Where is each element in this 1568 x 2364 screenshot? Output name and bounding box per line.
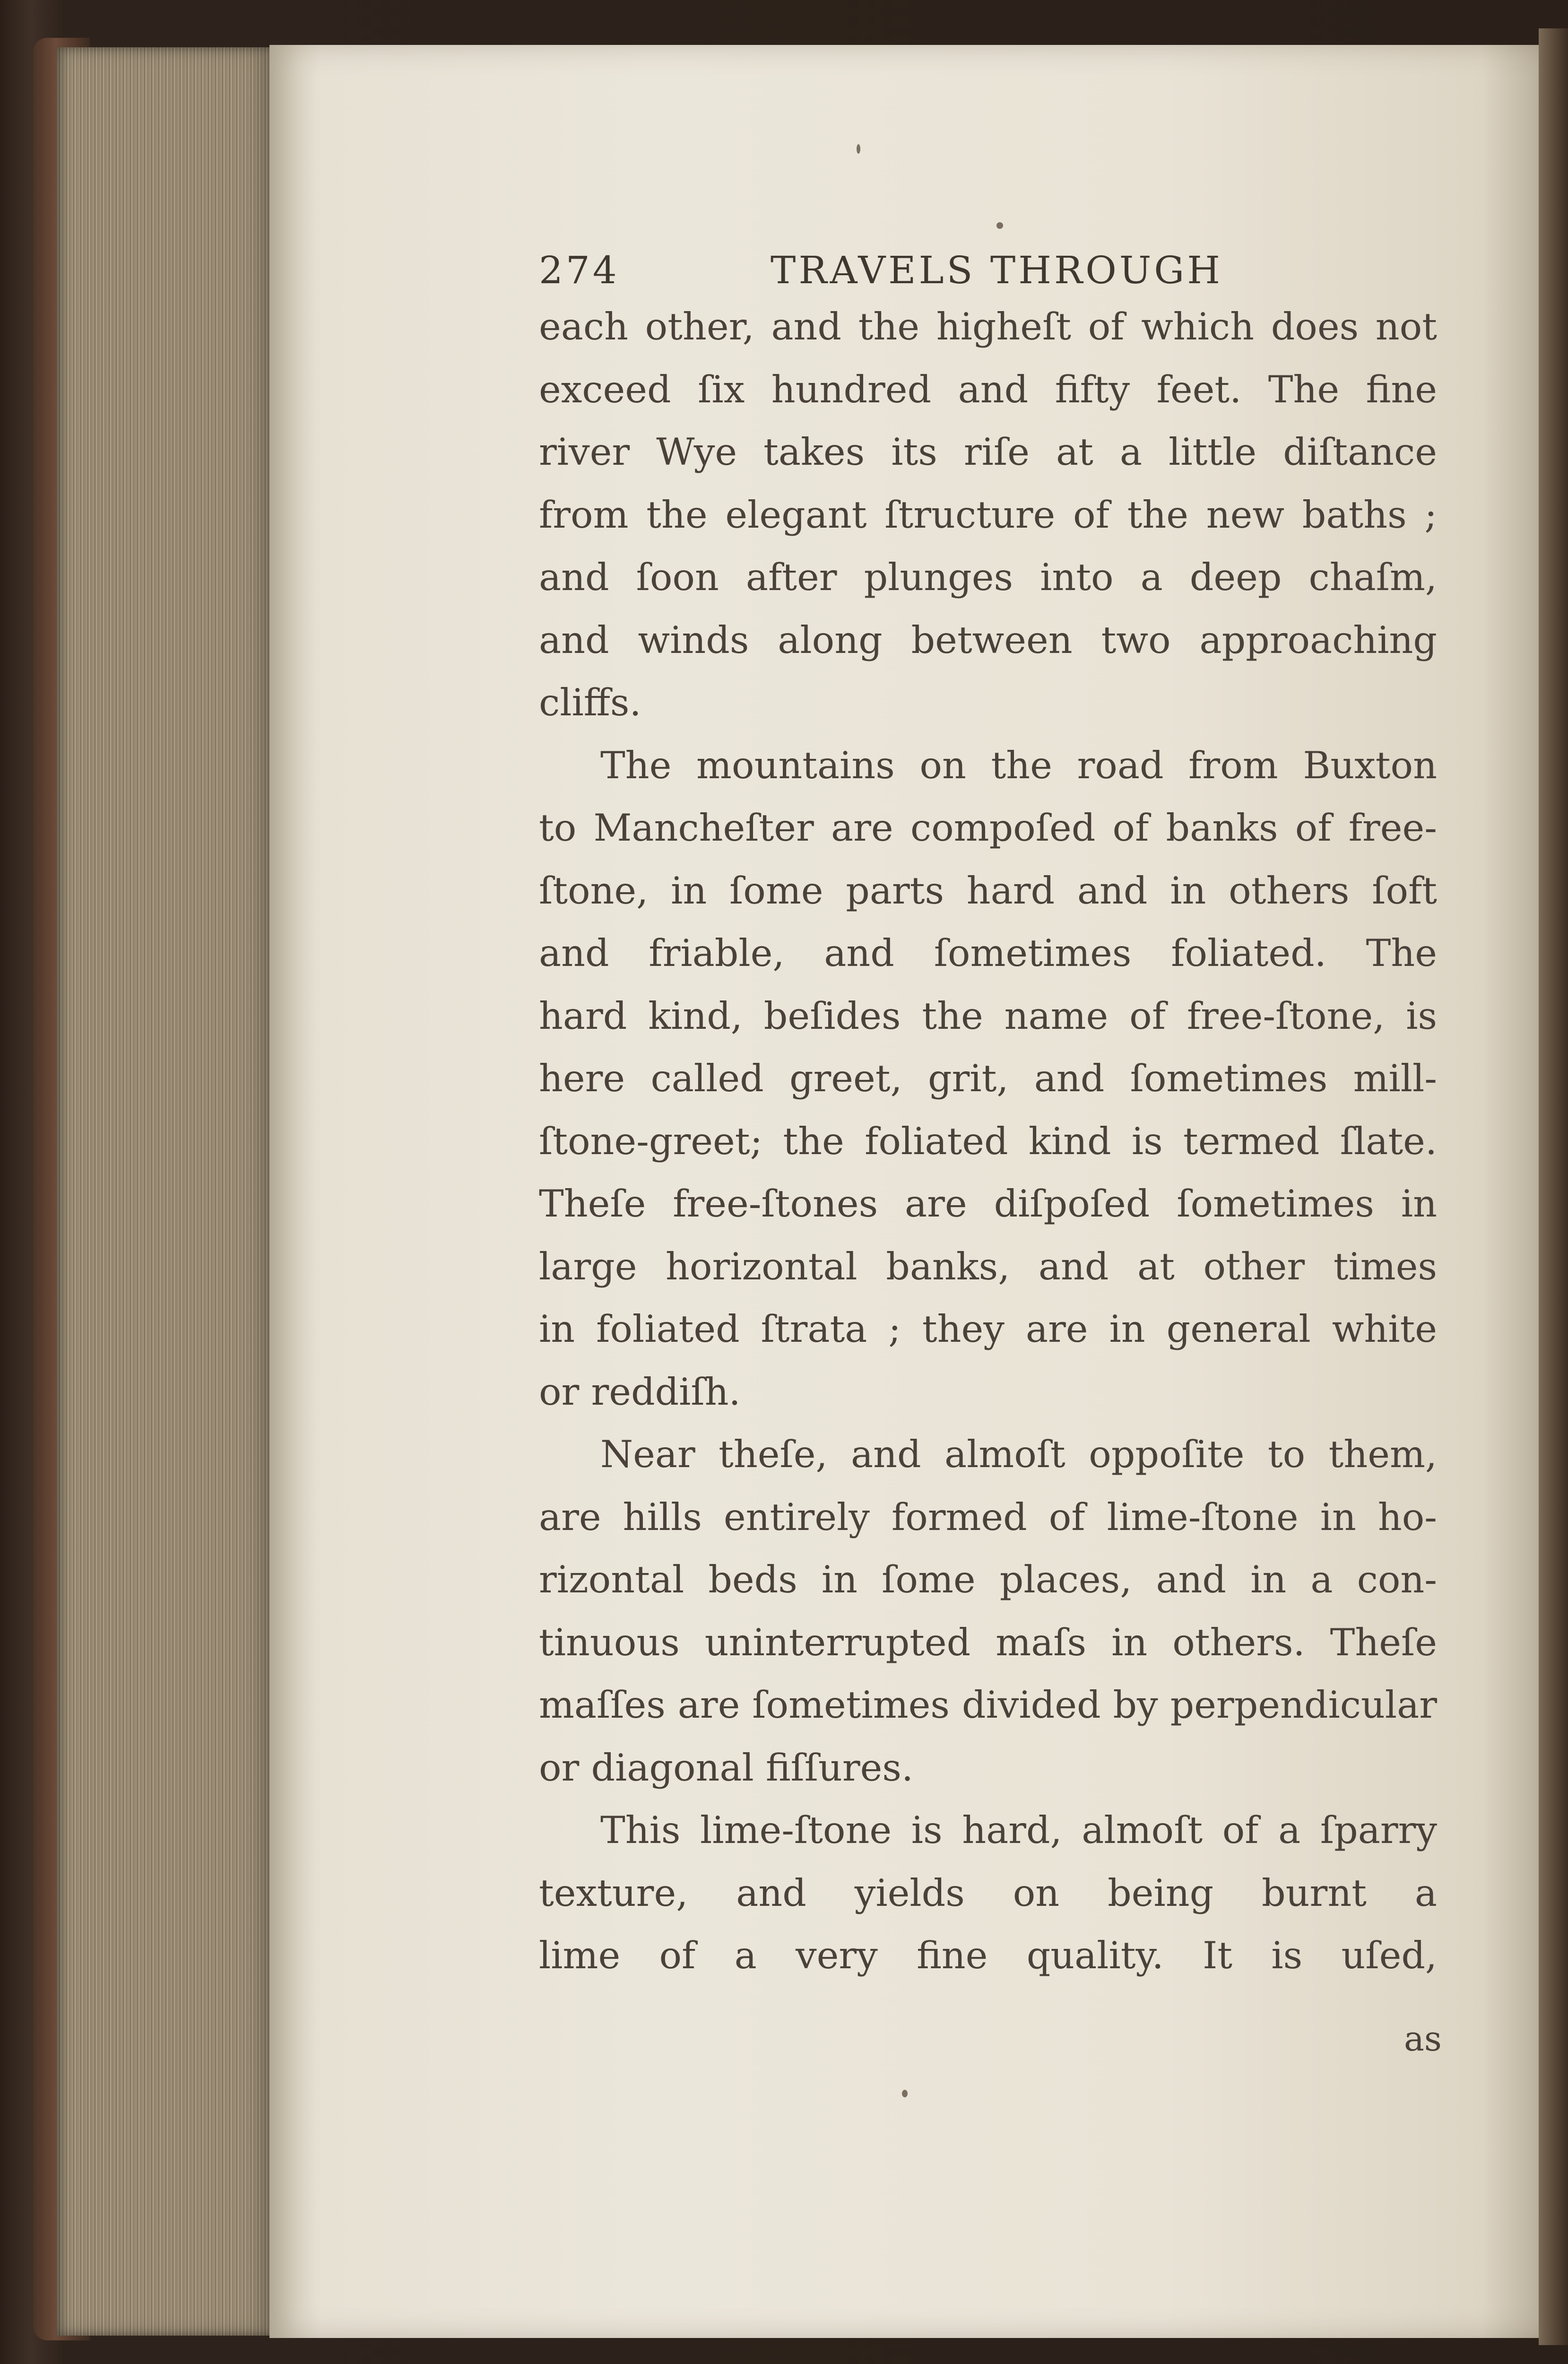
- paragraph-4: [539, 1799, 1437, 1987]
- text-line: and winds along between two approaching: [539, 618, 1437, 662]
- text-line: hard kind, beſides the name of free-ſtone, is: [539, 994, 1437, 1038]
- text-line: maſſes are ſometimes divided by perpendicular: [539, 1683, 1437, 1727]
- text-line: here called greet, grit, and ſometimes mill-: [539, 1057, 1437, 1100]
- text-line: to Mancheſter are compoſed of banks of free-: [539, 806, 1437, 850]
- text-line: lime of a very fine quality. It is uſed,: [539, 1934, 1437, 1977]
- text-line: large horizontal banks, and at other times: [539, 1244, 1437, 1288]
- text-line: Near theſe, and almoſt oppoſite to them,: [600, 1433, 1437, 1476]
- text-line: or diagonal fiſſures.: [539, 1746, 914, 1790]
- paragraph-2: [539, 734, 1437, 1424]
- text-line: This lime-ſtone is hard, almoſt of a ſparry: [600, 1808, 1437, 1852]
- right-page-edge: [1539, 28, 1568, 2345]
- paragraph-3: [539, 1423, 1437, 1799]
- text-line: each other, and the higheſt of which does not: [539, 305, 1437, 348]
- paper-speck: [857, 144, 860, 154]
- paper-speck: [996, 222, 1003, 229]
- page-number: 274: [539, 248, 620, 292]
- page-stack-edges: [57, 47, 272, 2336]
- text-line: in foliated ſtrata ; they are in general white: [539, 1307, 1437, 1351]
- text-line: rizontal beds in ſome places, and in a con-: [539, 1558, 1437, 1601]
- text-line: ſtone-greet; the foliated kind is termed ſlate.: [539, 1119, 1437, 1163]
- text-line: cliffs.: [539, 681, 641, 724]
- text-line: texture, and yields on being burnt a: [539, 1871, 1437, 1915]
- text-line: tinuous uninterrupted maſs in others. Theſe: [539, 1620, 1437, 1664]
- paragraph-1: [539, 296, 1437, 734]
- page-text: [539, 243, 1437, 1987]
- text-line: are hills entirely formed of lime-ſtone in ho-: [539, 1495, 1437, 1539]
- paper-speck: [902, 2090, 908, 2097]
- text-line: and friable, and ſometimes foliated. The: [539, 931, 1437, 975]
- text-line: exceed ſix hundred and fifty feet. The fine: [539, 367, 1437, 411]
- catchword: as: [1404, 2019, 1442, 2059]
- text-line: river Wye takes its riſe at a little diſtance: [539, 430, 1437, 474]
- text-line: or reddiſh.: [539, 1370, 741, 1414]
- page-header: [539, 243, 1437, 296]
- running-title: TRAVELS THROUGH: [771, 248, 1223, 292]
- text-line: Theſe free-ſtones are diſpoſed ſometimes in: [539, 1182, 1437, 1225]
- text-line: ſtone, in ſome parts hard and in others ſoft: [539, 869, 1437, 913]
- text-line: and ſoon after plunges into a deep chaſm,: [539, 556, 1437, 599]
- text-line: The mountains on the road from Buxton: [600, 743, 1437, 787]
- text-line: from the elegant ſtructure of the new baths ;: [539, 493, 1437, 537]
